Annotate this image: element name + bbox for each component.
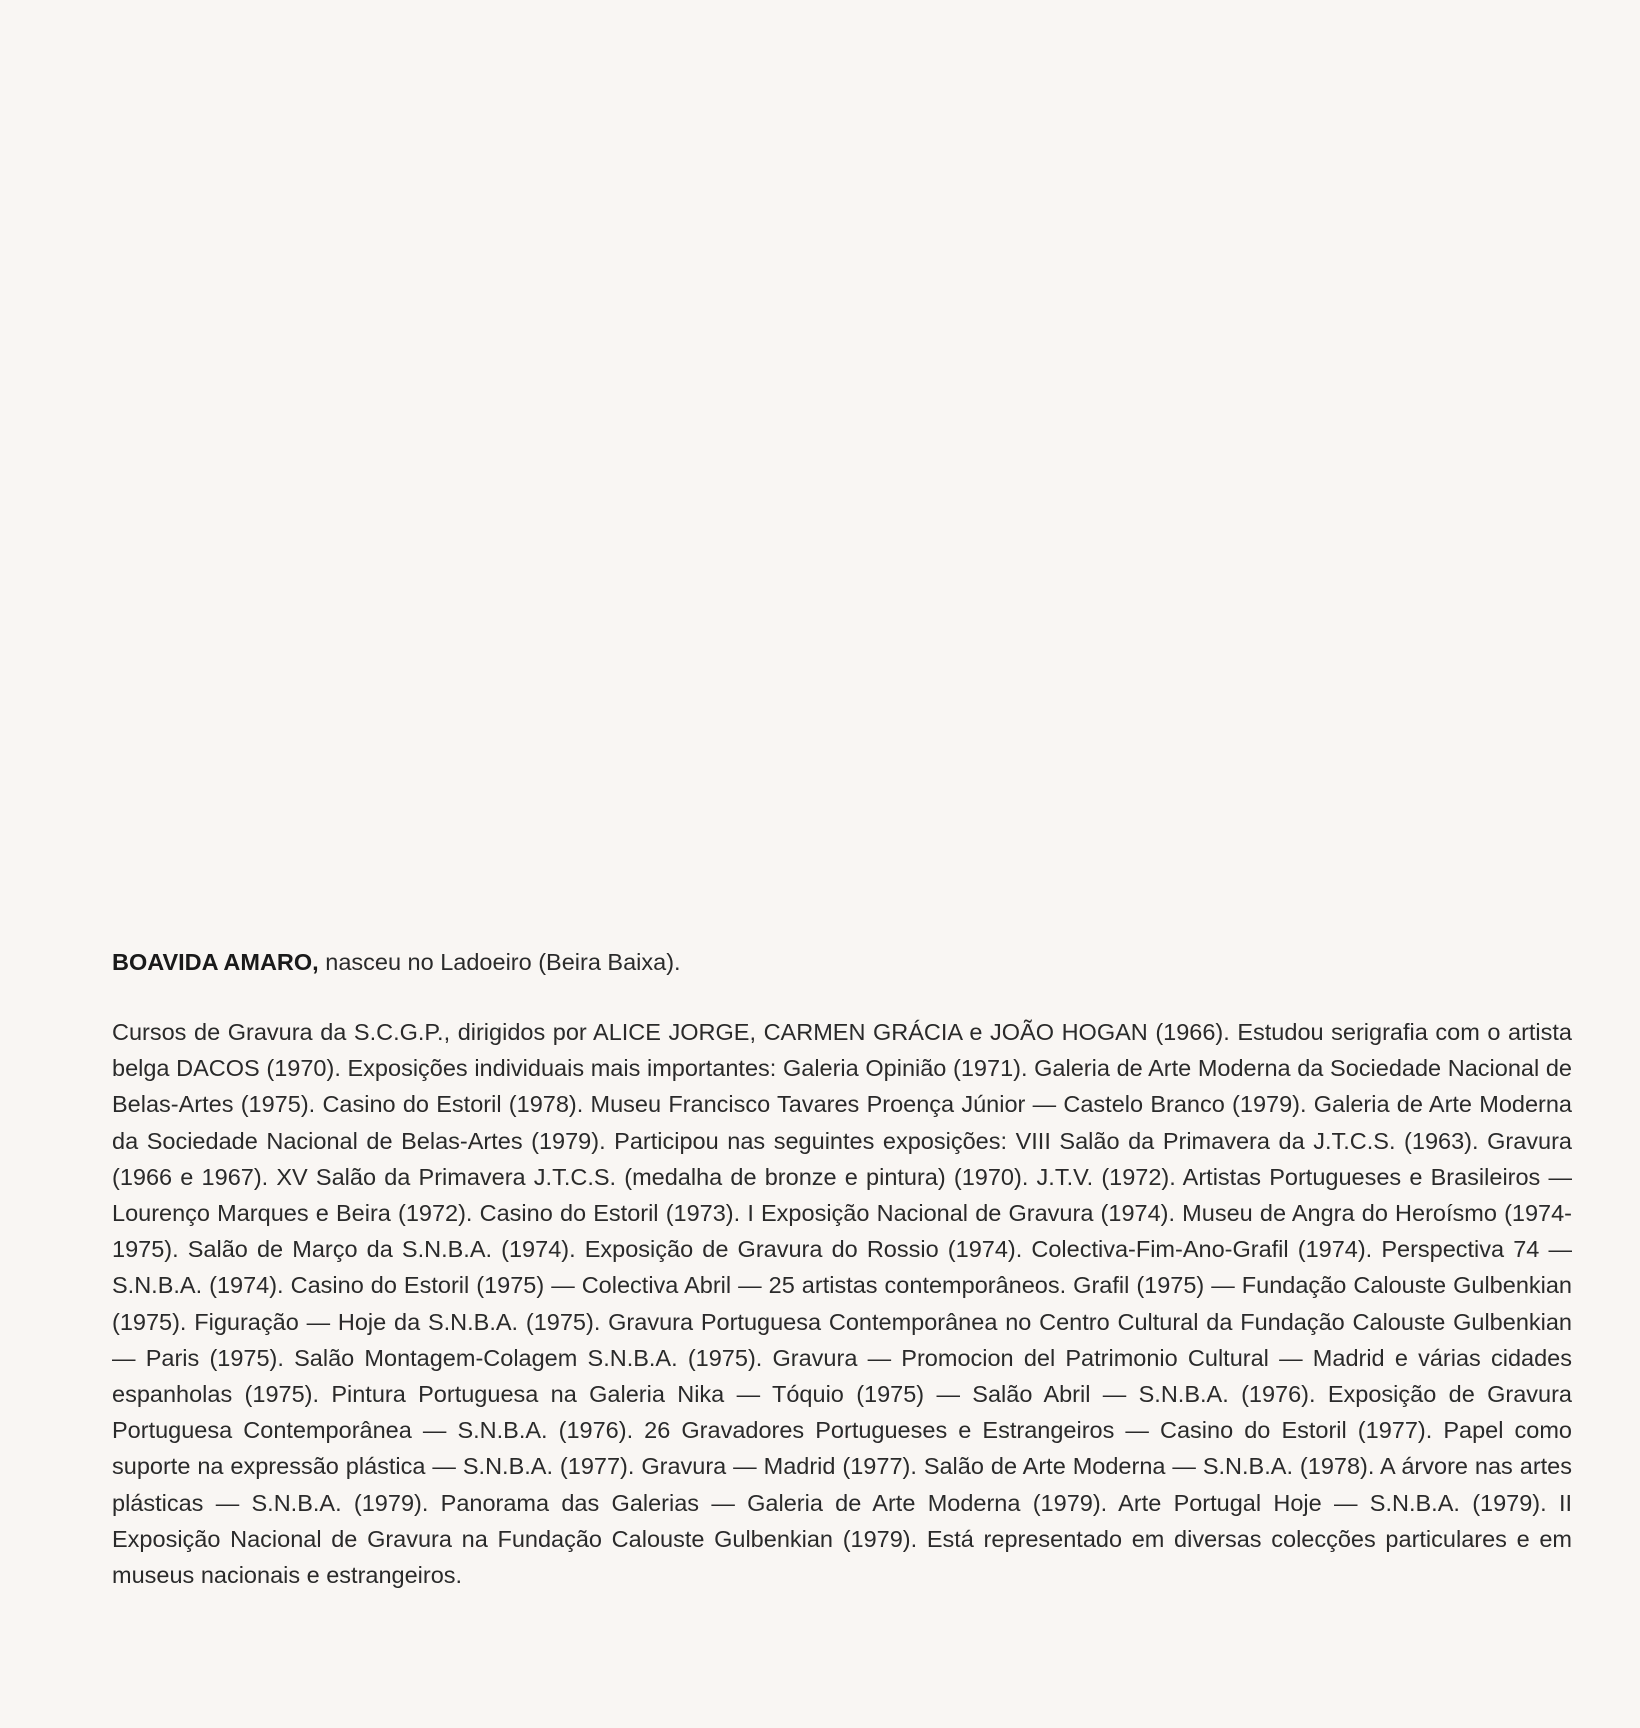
birthplace-text: nasceu no Ladoeiro (Beira Baixa).	[318, 949, 681, 975]
artist-biography	[112, 944, 1572, 1593]
artist-name: BOAVIDA AMARO,	[112, 949, 319, 975]
bio-intro	[112, 944, 1572, 980]
bio-paragraph: Cursos de Gravura da S.C.G.P., dirigidos por ALICE JORGE, CARMEN GRÁCIA e JOÃO HOGAN (1966). Estudou serigrafia com o artista belga DACOS (1970). Exposições individuais mais importantes: Galeria Opinião (1971). Galeria de Arte Moderna da Sociedade Nacional de Belas-Artes (1975). Casino do Estoril (1978). Museu Francisco Tavares Proença Júnior — Castelo Branco (1979). Galeria de Arte Moderna da Sociedade Nacional de Belas-Artes (1979). Participou nas seguintes exposições: VIII Salão da Primavera da J.T.C.S. (1963). Gravura (1966 e 1967). XV Salão da Primavera J.T.C.S. (medalha de bronze e pintura) (1970). J.T.V. (1972). Artistas Portugueses e Brasileiros — Lourenço Marques e Beira (1972). Casino do Estoril (1973). I Exposição Nacional de Gravura (1974). Museu de Angra do Heroísmo (1974-1975). Salão de Março da S.N.B.A. (1974). Exposição de Gravura do Rossio (1974). Colectiva-Fim-Ano-Grafil (1974). Perspectiva 74 — S.N.B.A. (1974). Casino do Estoril (1975) — Colectiva Abril — 25 artistas contemporâneos. Grafil (1975) — Fundação Calouste Gulbenkian (1975). Figuração — Hoje da S.N.B.A. (1975). Gravura Portuguesa Contemporânea no Centro Cultural da Fundação Calouste Gulbenkian — Paris (1975). Salão Montagem-Colagem S.N.B.A. (1975). Gravura — Promocion del Patrimonio Cultural — Madrid e várias cidades espanholas (1975). Pintura Portuguesa na Galeria Nika — Tóquio (1975) — Salão Abril — S.N.B.A. (1976). Exposição de Gravura Portuguesa Contemporânea — S.N.B.A. (1976). 26 Gravadores Portugueses e Estrangeiros — Casino do Estoril (1977). Papel como suporte na expressão plástica — S.N.B.A. (1977). Gravura — Madrid (1977). Salão de Arte Moderna — S.N.B.A. (1978). A árvore nas artes plásticas — S.N.B.A. (1979). Panorama das Galerias — Galeria de Arte Moderna (1979). Arte Portugal Hoje — S.N.B.A. (1979). II Exposição Nacional de Gravura na Fundação Calouste Gulbenkian (1979). Está representado em diversas colecções particulares e em museus nacionais e estrangeiros.	[112, 1019, 1572, 1589]
